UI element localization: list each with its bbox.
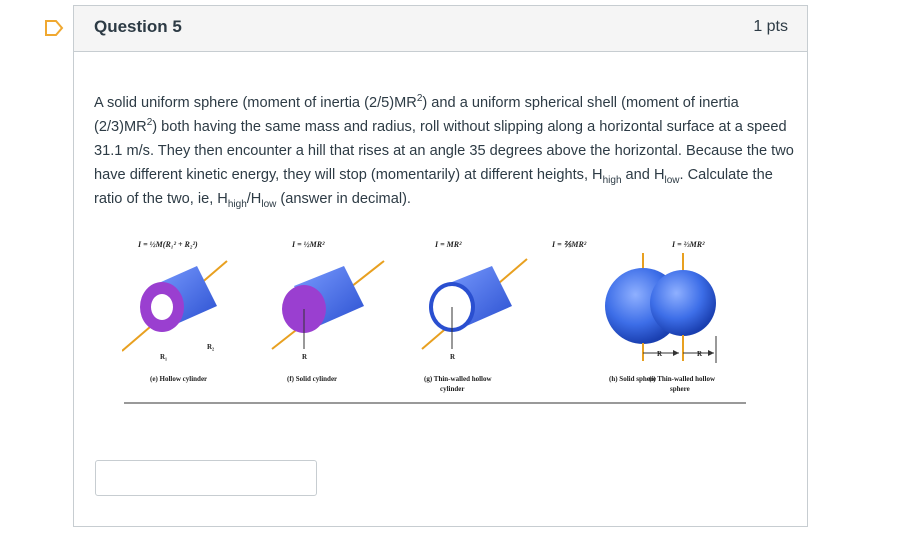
formula-hollow-cylinder: I = ½M(R₁² + R₂²) bbox=[138, 240, 198, 249]
mark-r-thin-cylinder: R bbox=[450, 353, 456, 361]
formula-solid-sphere: I = ⅖MR² bbox=[552, 240, 587, 249]
question-card bbox=[73, 5, 808, 527]
label-thin-walled-cylinder: (g) Thin-walled hollow bbox=[424, 375, 492, 383]
label-hollow-cylinder: (e) Hollow cylinder bbox=[150, 375, 208, 383]
thin-walled-sphere-panel bbox=[634, 231, 734, 406]
mark-r-solid-cylinder: R bbox=[302, 353, 308, 361]
mark-r2: R₂ bbox=[207, 343, 215, 351]
label-thin-walled-cylinder-2: cylinder bbox=[440, 385, 465, 393]
flag-question-icon[interactable] bbox=[44, 19, 64, 37]
question-points: 1 pts bbox=[753, 18, 788, 35]
question-header bbox=[74, 6, 807, 52]
label-thin-walled-sphere-2: sphere bbox=[670, 385, 690, 393]
question-title: Question 5 bbox=[94, 17, 182, 36]
mark-r-thin-sphere: R bbox=[697, 350, 703, 358]
formula-solid-cylinder: I = ½MR² bbox=[292, 240, 325, 249]
thin-walled-cylinder-drawing bbox=[422, 259, 527, 361]
formula-thin-walled-cylinder: I = MR² bbox=[435, 240, 462, 249]
question-text: A solid uniform sphere (moment of inertia $(2/5)MR^2$) and a uniform spherical shell (moment of inertia $(2/3)MR^2$) both having the same mass and radius, roll without slipping along a horizontal surface at a speed 31.1 m/s. They then encounter a hill that rises at an angle 35 degrees above the horizontal. Because the two have different kinetic energy, they will stop (momentarily) at different heights, $H_{high}$ and $H_{low}$. Calculate the ratio of the two, ie, $H_{high}/H_{low}$ (answer in decimal). bbox=[94, 93, 794, 210]
mark-r-solid-sphere: R bbox=[657, 350, 663, 358]
solid-cylinder-drawing bbox=[272, 261, 384, 361]
label-solid-cylinder: (f) Solid cylinder bbox=[287, 375, 338, 383]
formula-thin-walled-sphere: I = ⅔MR² bbox=[672, 240, 705, 249]
answer-input[interactable] bbox=[95, 460, 317, 496]
mark-r1: R₁ bbox=[160, 353, 168, 361]
label-thin-walled-sphere: (i) Thin-walled hollow bbox=[649, 375, 715, 383]
label-solid-sphere: (h) Solid sphere bbox=[609, 375, 656, 383]
hollow-cylinder-drawing bbox=[122, 261, 227, 361]
